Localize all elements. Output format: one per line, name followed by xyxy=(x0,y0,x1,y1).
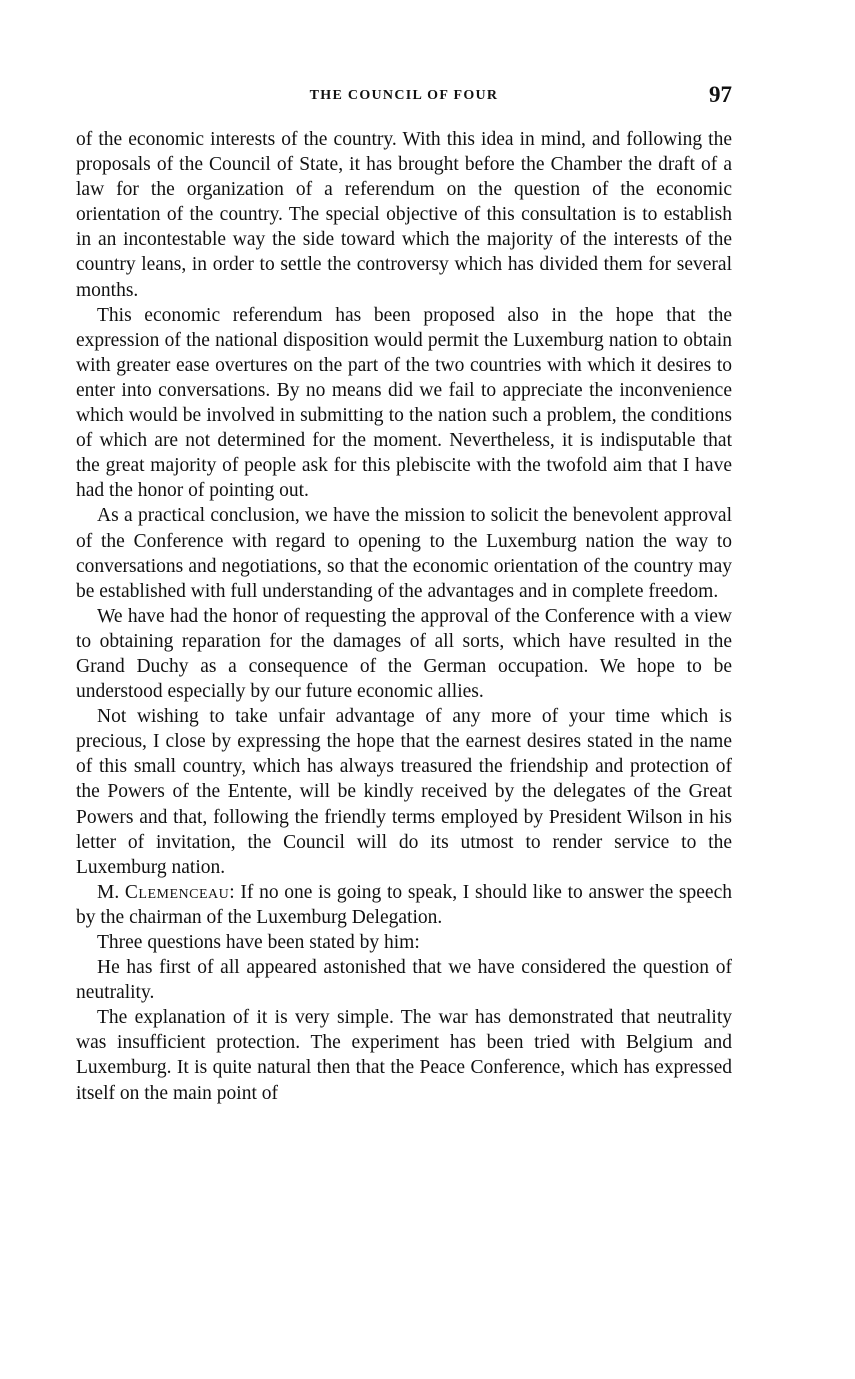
speaker-colon: : xyxy=(229,881,235,903)
speech-text: If no one is going to speak, I should like to answer the speech by the chairman of the Luxemburg Delegation. xyxy=(76,881,732,928)
paragraph-referendum: This economic referendum has been proposed also in the hope that the expression of the national disposition would permit the Luxemburg nation to obtain with greater ease overtures on the part of the two countries with which it desires to enter into conversations. By no means did we fail to appreciate the inconvenience which would be involved in submitting to the nation such a problem, the conditions of which are not determined for the moment. Nevertheless, it is indisputable that the great majority of people ask for this plebiscite with the twofold aim that I have had the honor of pointing out. xyxy=(76,304,732,502)
paragraph-continued: of the economic interests of the country. With this idea in mind, and following the proposals of the Council of State, it has brought before the Chamber the draft of a law for the organization of a referendum on the question of the economic orientation of the country. The special objective of this consultation is to establish in an incontestable way the side toward which the majority of the interests of the country leans, in order to settle the controversy which has divided them for several months. xyxy=(76,129,732,301)
paragraph-clemenceau-speech xyxy=(76,880,732,930)
running-title: THE COUNCIL OF FOUR xyxy=(309,88,499,103)
paragraph-closing-hope: Not wishing to take unfair advantage of any more of your time which is precious, I close by expressing the hope that the earnest desires stated in the name of this small country, which has always treasured the friendship and protection of the Powers of the Entente, will be kindly received by the delegates of the Great Powers and that, following the friendly terms employed by President Wilson in his letter of invitation, the Council will do its utmost to render service to the Luxemburg nation. xyxy=(76,706,732,878)
paragraph-conclusion: As a practical conclusion, we have the mission to solicit the benevolent approval of the Conference with regard to opening to the Luxemburg nation the way to conversations and negotiations, so that the economic orientation of the country may be established with full understanding of the advantages and in complete freedom. xyxy=(76,505,732,602)
body-text xyxy=(76,127,732,1106)
running-header xyxy=(76,82,732,112)
paragraph-reparation: We have had the honor of requesting the approval of the Conference with a view to obtaining reparation for the damages of all sorts, which have resulted in the Grand Duchy as a consequence of the German occupation. We hope to be understood especially by our future economic allies. xyxy=(76,605,732,703)
speaker-name: Clemenceau xyxy=(124,881,230,903)
paragraph-three-questions: Three questions have been stated by him: xyxy=(97,932,420,953)
paragraph-neutrality-question: He has first of all appeared astonished that we have considered the question of neutrality. xyxy=(76,957,732,1004)
speaker-prefix: M. xyxy=(97,881,125,903)
page-number: 97 xyxy=(709,82,732,107)
paragraph-neutrality-explanation: The explanation of it is very simple. The war has demonstrated that neutrality was insufficient protection. The experiment has been tried with Belgium and Luxemburg. It is quite natural then that the Peace Conference, which has expressed itself on the main point of xyxy=(76,1007,732,1104)
